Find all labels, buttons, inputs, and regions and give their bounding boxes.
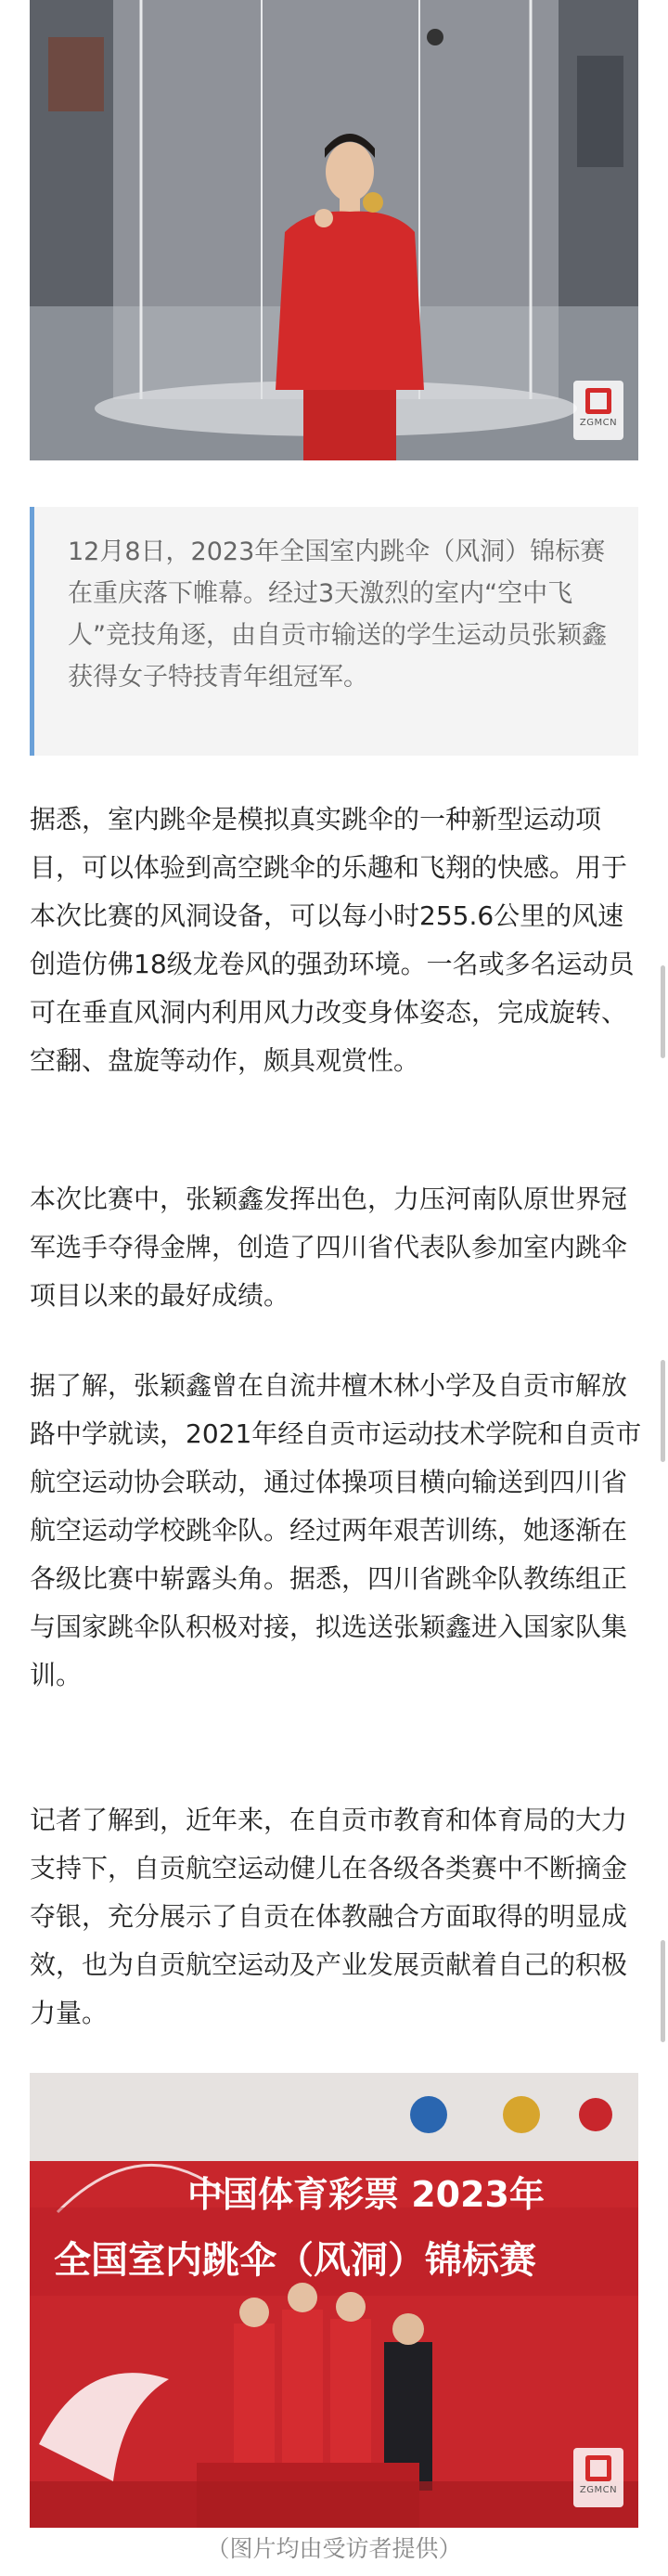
summary-text: 12月8日，2023年全国室内跳伞（风洞）锦标赛在重庆落下帷幕。经过3天激烈的室内“空中飞人”竞技角逐，由自贡市输送的学生运动员张颖鑫获得女子特技青年组冠军。 bbox=[68, 537, 607, 692]
scrollbar-thumb[interactable] bbox=[661, 1940, 665, 2042]
award-ceremony-photo bbox=[30, 2073, 638, 2528]
article-paragraph: 据悉，室内跳伞是模拟真实跳伞的一种新型运动项目，可以体验到高空跳伞的乐趣和飞翔的快感。用于本次比赛的风洞设备，可以每小时255.6公里的风速创造仿佛18级龙卷风的强劲环境。一名或多名运动员可在垂直风洞内利用风力改变身体姿态，完成旋转、空翻、盘旋等动作，颇具观赏性。 bbox=[30, 804, 635, 1076]
award-ceremony-illustration bbox=[30, 2073, 638, 2528]
logo-icon bbox=[585, 388, 611, 414]
article-paragraph: 记者了解到，近年来，在自贡市教育和体育局的大力支持下，自贡航空运动健儿在各级各类赛中不断摘金夺银，充分展示了自贡在体教融合方面取得的明显成效，也为自贡航空运动及产业发展贡献着自己的积极力量。 bbox=[30, 1805, 628, 2028]
banner-title: 中国体育彩票 2023年 bbox=[187, 2174, 545, 2215]
banner-subtitle: 全国室内跳伞（风洞）锦标赛 bbox=[54, 2239, 536, 2282]
image-caption: （图片均由受访者提供） bbox=[206, 2535, 462, 2562]
scrollbar-thumb[interactable] bbox=[661, 965, 665, 1058]
watermark-text: ZGMCN bbox=[579, 2485, 618, 2495]
summary-quote bbox=[30, 507, 638, 756]
logo-icon bbox=[585, 2455, 611, 2481]
wind-tunnel-illustration bbox=[30, 0, 638, 460]
watermark-logo bbox=[573, 2448, 623, 2507]
athlete-wind-tunnel-photo bbox=[30, 0, 638, 460]
scrollbar-thumb[interactable] bbox=[661, 1360, 665, 1462]
watermark-text: ZGMCN bbox=[579, 418, 618, 428]
article-paragraph: 据了解，张颖鑫曾在自流井檀木林小学及自贡市解放路中学就读，2021年经自贡市运动技术学院和自贡市航空运动协会联动，通过体操项目横向输送到四川省航空运动学校跳伞队。经过两年艰苦训练，她逐渐在各级比赛中崭露头角。据悉，四川省跳伞队教练组正与国家跳伞队积极对接，拟选送张颖鑫进入国家队集训。 bbox=[30, 1370, 642, 1690]
article-paragraph: 本次比赛中，张颖鑫发挥出色，力压河南队原世界冠军选手夺得金牌，创造了四川省代表队参加室内跳伞项目以来的最好成绩。 bbox=[30, 1184, 628, 1311]
watermark-logo bbox=[573, 381, 623, 440]
